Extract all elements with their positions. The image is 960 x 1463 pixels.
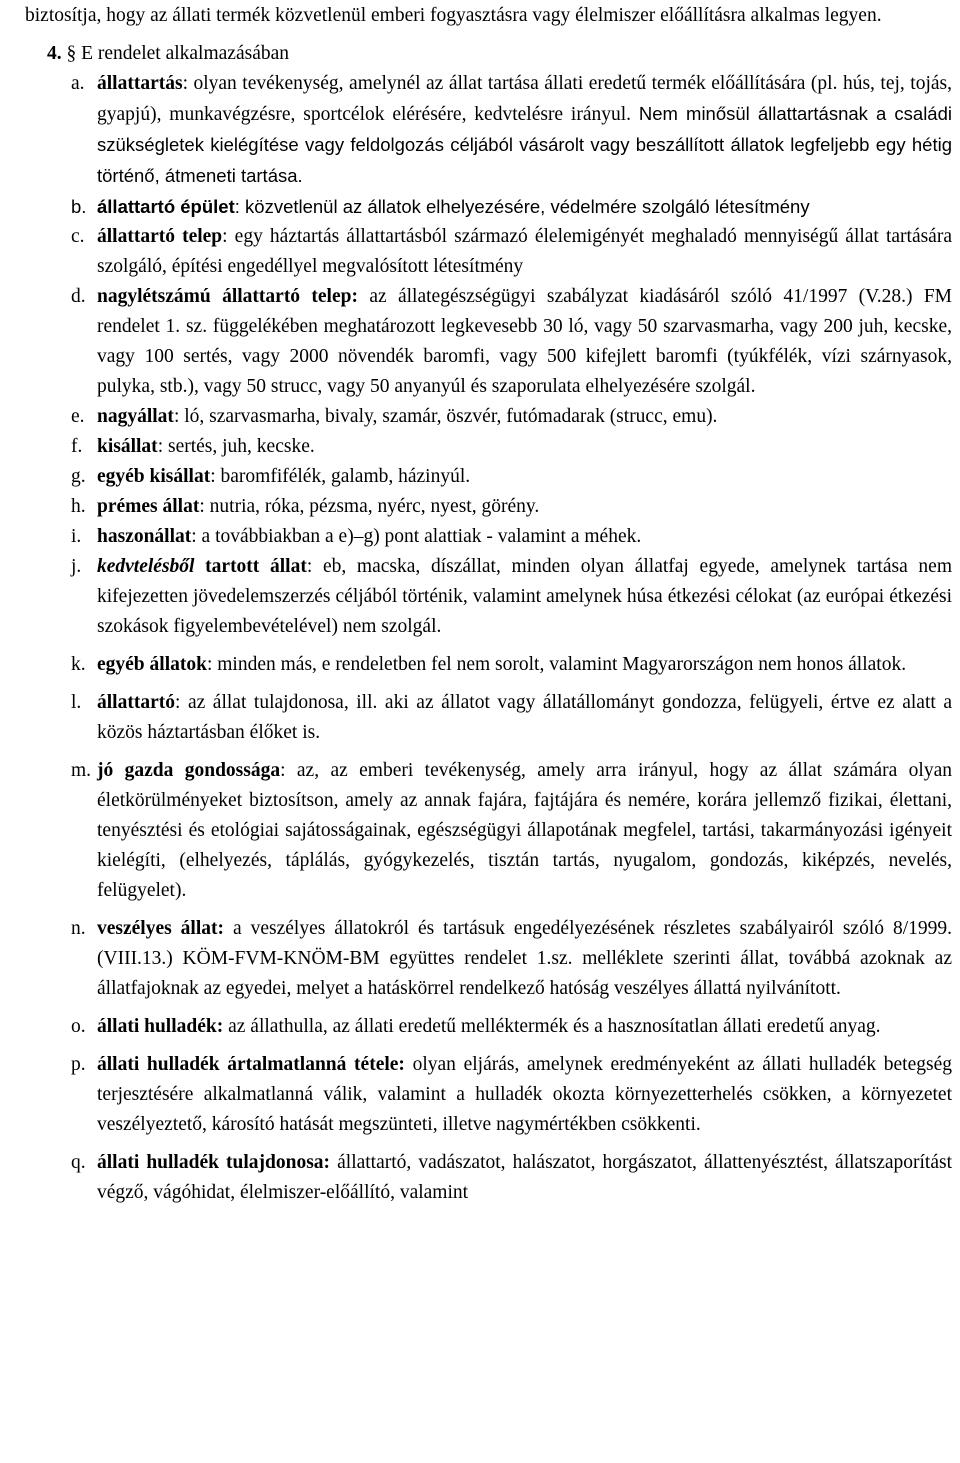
item-term: egyéb állatok [97, 654, 207, 675]
definition-h [25, 492, 952, 522]
item-letter: i. [71, 526, 82, 547]
item-term: nagylétszámú állattartó telep: [97, 286, 358, 307]
item-term: veszélyes állat: [97, 918, 225, 939]
item-term: tartott állat [194, 556, 307, 577]
item-letter: f. [71, 436, 83, 457]
definition-n [25, 914, 952, 1004]
definition-q [25, 1148, 952, 1208]
definition-e [25, 402, 952, 432]
item-text: az állathulla, az állati eredetű melléktermék és a hasznosítatlan állati eredetű anyag. [223, 1016, 881, 1037]
item-term: jó gazda gondossága [97, 760, 281, 781]
item-text: : olyan tevékenység, amelynél az állat tartása állati eredetű termék előállítására (pl. hús, tej, tojás, gyapjú), munkavégzésre, sportcélok elérésére, kedvtelésre irányul. [97, 73, 952, 125]
item-text: olyan eljárás, amelynek eredményeként az állati hulladék betegség terjesztésére alkalmatlanná válik, valamint a hulladék okozta környezetterhelés csökken, a környezetet veszélyeztető, károsító hatását megszünteti, illetve nagymértékben csökkenti. [97, 1054, 952, 1135]
item-term: állattartó [97, 692, 175, 713]
item-text: : a továbbiakban a e)–g) pont alattiak - valamint a méhek. [191, 526, 642, 547]
item-text: : egy háztartás állattartásból származó élelemigényét meghaladó mennyiségű állat tartására szolgáló, építési engedéllyel megvalósított létesítmény [97, 226, 952, 277]
item-text: a veszélyes állatokról és tartásuk engedélyezésének részletes szabályairól szóló 8/1999.(VIII.13.) KÖM-FVM-KNÖM-BM együttes rendelet 1.sz. melléklete szerinti állat, továbbá azoknak az állatfajoknak az egyedei, melyet a hatáskörrel rendelkező hatóság veszélyes állattá nyilvánított. [97, 918, 952, 999]
item-letter: p. [71, 1054, 86, 1075]
item-letter: b. [71, 196, 87, 217]
item-term: állattartás [97, 73, 183, 94]
definition-m [25, 756, 952, 906]
item-letter: c. [71, 226, 85, 247]
item-letter: g. [71, 466, 86, 487]
item-letter: a. [71, 73, 85, 94]
item-text: az állategészségügyi szabályzat kiadásáról szóló 41/1997 (V.28.) FM rendelet 1. sz. függelékében meghatározott legkevesebb 30 ló, vagy 50 szarvasmarha, vagy 200 juh, kecske, vagy 100 sertés, vagy 2000 növendék baromfi, vagy 500 kifejlett baromfi (tyúkfélék, vízi szárnyasok, pulyka, stb.), vagy 50 strucc, vagy 50 anyanyúl és szaporulata elhelyezésére szolgál. [97, 286, 952, 397]
item-text: : sertés, juh, kecske. [157, 436, 315, 457]
item-text: : eb, macska, díszállat, minden olyan állatfaj egyede, amelynek tartása nem kifejezetten jövedelemszerzés céljából történik, valamint amelynek húsa étkezési célokat (az európai étkezési szokások figyelembevételével) nem szolgál. [97, 556, 952, 637]
item-term-italic: kedvtelésből [97, 556, 195, 577]
item-letter: k. [71, 654, 86, 675]
definition-o [25, 1012, 952, 1042]
item-term: állati hulladék ártalmatlanná tétele: [97, 1054, 405, 1075]
item-letter: q. [71, 1152, 86, 1173]
definition-i [25, 522, 952, 552]
item-term: állati hulladék: [97, 1016, 224, 1037]
definition-a [25, 69, 952, 192]
definition-d [25, 282, 952, 402]
item-text: : nutria, róka, pézsma, nyérc, nyest, görény. [199, 496, 540, 517]
item-text-sans: Nem minősül állattartásnak a családi szükségletek kielégítése vagy feldolgozás céljából vásárolt vagy beszállított állatok legfeljebb egy hétig történő, átmeneti tartása. [97, 103, 952, 186]
definition-b [25, 192, 952, 222]
definition-j [25, 552, 952, 642]
item-term: egyéb kisállat [97, 466, 211, 487]
item-letter: n. [71, 918, 86, 939]
item-term: prémes állat [97, 496, 200, 517]
item-letter: e. [71, 406, 85, 427]
item-text: : ló, szarvasmarha, bivaly, szamár, öszvér, futómadarak (strucc, emu). [173, 406, 718, 427]
item-term: nagyállat [97, 406, 174, 427]
section-number: 4. [47, 43, 62, 64]
section-heading [25, 39, 952, 69]
item-term: haszonállat [97, 526, 192, 547]
item-letter: l. [71, 692, 82, 713]
item-text: : az állat tulajdonosa, ill. aki az állatot vagy állatállományt gondozza, felügyeli, értve ez alatt a közös háztartásban élőket is. [97, 692, 952, 743]
definition-p [25, 1050, 952, 1140]
section-title: E rendelet alkalmazásában [81, 43, 290, 64]
item-term: állati hulladék tulajdonosa: [97, 1152, 331, 1173]
definition-l [25, 688, 952, 748]
item-text: : minden más, e rendeletben fel nem sorolt, valamint Magyarországon nem honos állatok. [206, 654, 907, 675]
item-text: : baromfifélék, galamb, házinyúl. [210, 466, 471, 487]
item-letter: d. [71, 286, 86, 307]
item-letter: o. [71, 1016, 86, 1037]
item-term: állattartó épület [97, 196, 235, 217]
item-text: : közvetlenül az állatok elhelyezésére, védelmére szolgáló létesítmény [234, 196, 810, 217]
item-term: kisállat [97, 436, 158, 457]
definition-g [25, 462, 952, 492]
definition-f [25, 432, 952, 462]
intro-paragraph: biztosítja, hogy az állati termék közvetlenül emberi fogyasztásra vagy élelmiszer előállításra alkalmas legyen. [25, 5, 882, 26]
definition-k [25, 650, 952, 680]
item-letter: h. [71, 496, 86, 517]
item-letter: j. [71, 556, 82, 577]
document-page [0, 1, 960, 1463]
item-text: állattartó, vadászatot, halászatot, horgászatot, állattenyésztést, állatszaporítást végző, vágóhidat, élelmiszer-előállító, valamint [97, 1152, 953, 1203]
item-term: állattartó telep [97, 226, 223, 247]
section-mark: § [66, 43, 77, 64]
item-text: : az, az emberi tevékenység, amely arra irányul, hogy az állat számára olyan életkörülményeket biztosítson, amely az annak fajára, fajtájára és nemére, korára jellemző fizikai, élettani, tenyésztési és etológiai sajátosságainak, egészségügyi állapotának megfelel, tartási, takarmányozási igényeit kielégíti, (elhelyezés, táplálás, gyógykezelés, tisztán tartás, nyugalom, gondozás, kiképzés, nevelés, felügyelet). [97, 760, 952, 901]
definition-c [25, 222, 952, 282]
item-letter: m. [71, 760, 92, 781]
